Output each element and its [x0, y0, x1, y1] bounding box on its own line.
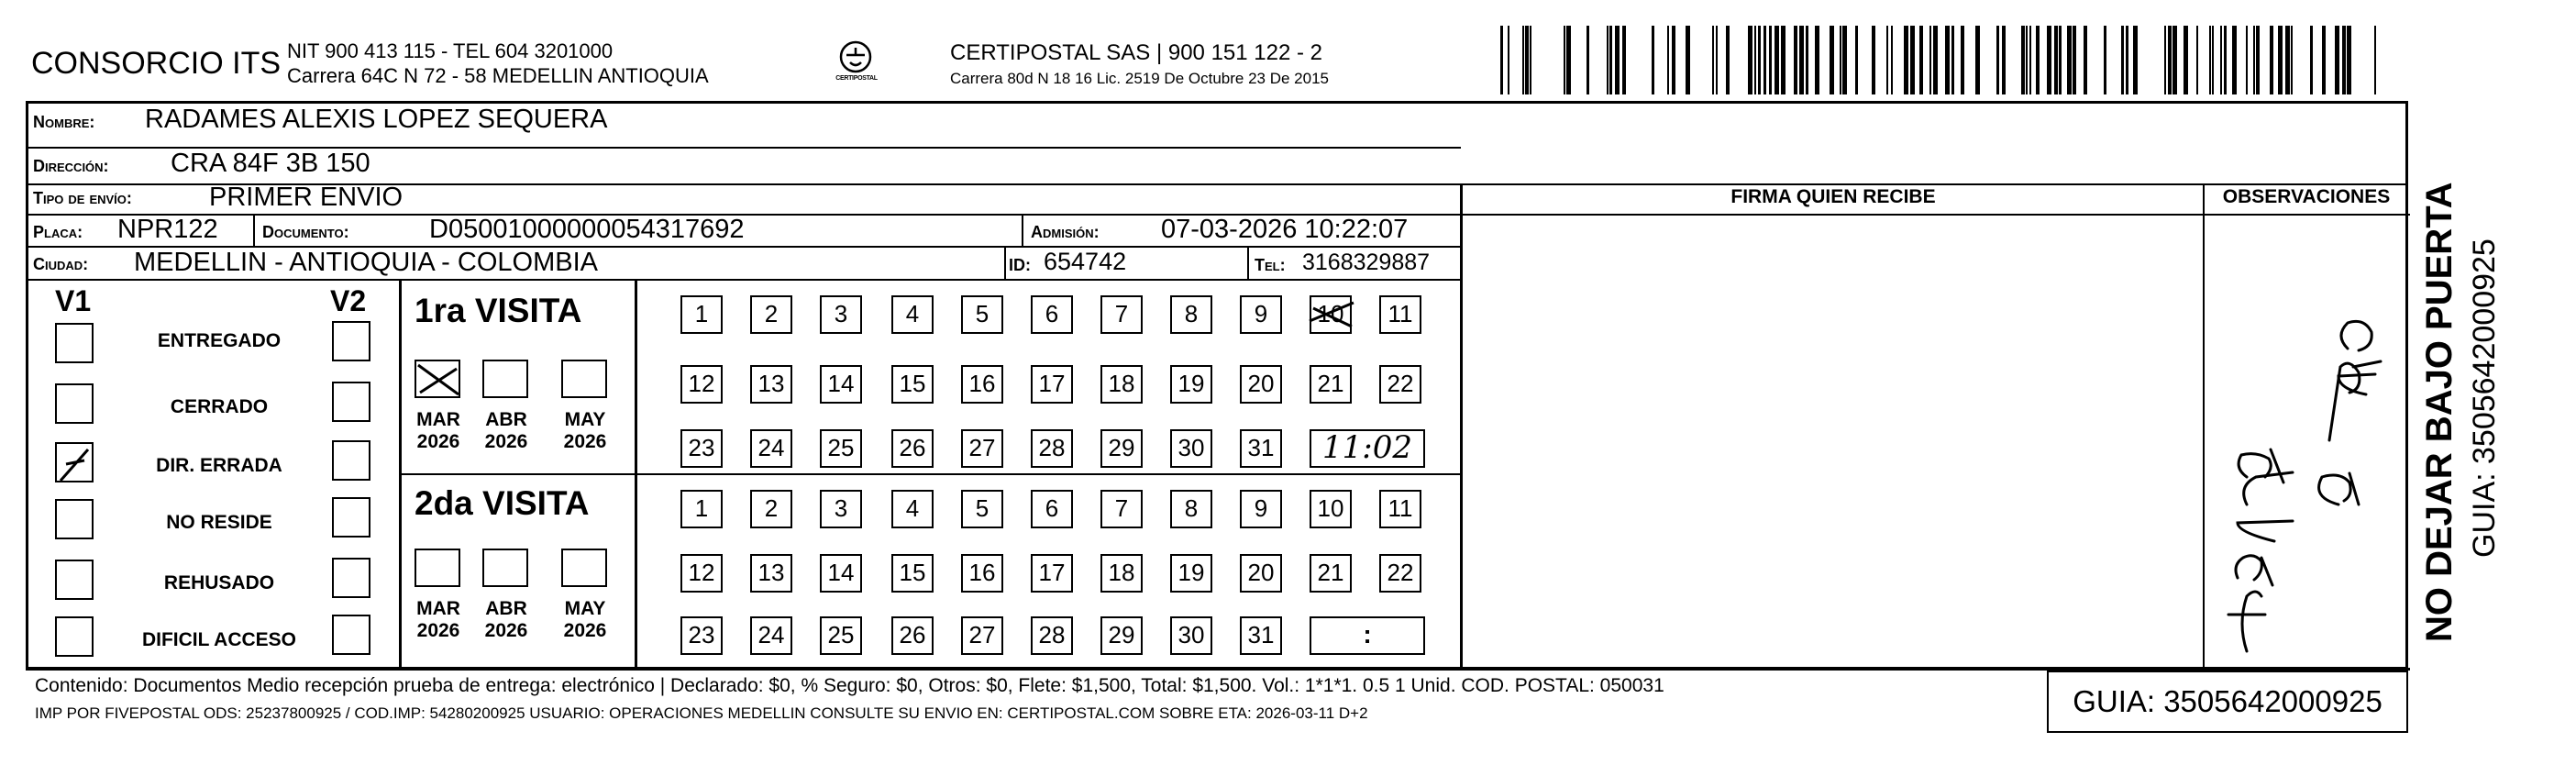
side-guia-text: GUIA: 3505642000925 — [2467, 238, 2502, 558]
company-info — [287, 39, 709, 88]
month-label — [556, 409, 614, 453]
certipostal-info — [950, 40, 1329, 92]
first-visit-month-checkbox[interactable] — [482, 360, 528, 398]
month-label — [409, 598, 468, 642]
second-visit-day-box[interactable]: 25 — [820, 616, 862, 655]
id-value: 654742 — [1044, 248, 1127, 275]
first-visit-month-checkbox[interactable] — [561, 360, 607, 398]
divider — [253, 214, 255, 246]
month-name: ABR — [485, 598, 527, 619]
second-visit-time-box[interactable]: : — [1310, 616, 1425, 655]
firma-header: FIRMA QUIEN RECIBE — [1730, 186, 1936, 207]
handwritten-observation-icon — [2210, 229, 2403, 660]
nombre-label: Nombre: — [33, 113, 95, 131]
v2-header: V2 — [330, 284, 367, 317]
status-label: NO RESIDE — [166, 512, 272, 533]
first-visit-day-box[interactable]: 7 — [1100, 295, 1143, 334]
month-label — [409, 409, 468, 453]
second-visit-day-box[interactable]: 31 — [1240, 616, 1282, 655]
documento-value: D05001000000054317692 — [429, 215, 745, 244]
first-visit-day-box[interactable]: 1 — [680, 295, 723, 334]
second-visit-day-box[interactable]: 14 — [820, 554, 862, 593]
second-visit-day-box[interactable]: 2 — [750, 490, 792, 528]
first-visit-time-box[interactable]: 11:02 — [1310, 429, 1425, 468]
second-visit-day-box[interactable]: 16 — [961, 554, 1003, 593]
v1-checkbox[interactable] — [55, 499, 94, 539]
id-label: ID: — [1009, 256, 1031, 274]
first-visit-day-box[interactable]: 9 — [1240, 295, 1282, 334]
check-mark-icon — [57, 444, 95, 484]
first-visit-day-box[interactable]: 5 — [961, 295, 1003, 334]
second-visit-day-box[interactable]: 24 — [750, 616, 792, 655]
second-visit-day-box[interactable]: 18 — [1100, 554, 1143, 593]
first-visit-day-box[interactable]: 31 — [1240, 429, 1282, 468]
divider — [399, 473, 1461, 475]
first-visit-day-box[interactable] — [1310, 295, 1352, 334]
v2-checkbox[interactable] — [332, 382, 370, 422]
first-visit-day-box[interactable]: 22 — [1379, 365, 1421, 404]
no-dejar-text: NO DEJAR BAJO PUERTA — [2419, 182, 2460, 642]
first-visit-day-box[interactable]: 17 — [1031, 365, 1073, 404]
second-visit-day-box[interactable]: 8 — [1170, 490, 1212, 528]
address-line: Carrera 64C N 72 - 58 MEDELLIN ANTIOQUIA — [287, 64, 709, 87]
month-year: 2026 — [416, 620, 460, 641]
check-mark-icon — [416, 361, 462, 400]
first-visit-day-box[interactable]: 19 — [1170, 365, 1212, 404]
month-year: 2026 — [484, 620, 528, 641]
status-label: DIFICIL ACCESO — [141, 629, 296, 650]
first-visit-day-box[interactable]: 24 — [750, 429, 792, 468]
nombre-value: RADAMES ALEXIS LOPEZ SEQUERA — [145, 105, 608, 134]
first-visit-day-box[interactable]: 20 — [1240, 365, 1282, 404]
second-visit-month-checkbox[interactable] — [561, 549, 607, 587]
license-line: Carrera 80d N 18 16 Lic. 2519 De Octubre 23 De 2015 — [950, 70, 1329, 87]
placa-label: Placa: — [33, 223, 83, 241]
admision-value: 07-03-2026 10:22:07 — [1161, 215, 1409, 244]
divider — [1004, 246, 1006, 279]
first-visit-day-box[interactable]: 3 — [820, 295, 862, 334]
v2-checkbox[interactable] — [332, 615, 370, 655]
v2-checkbox[interactable] — [332, 558, 370, 598]
first-visit-title: 1ra VISITA — [415, 292, 582, 329]
second-visit-day-box[interactable]: 23 — [680, 616, 723, 655]
second-visit-day-box[interactable]: 11 — [1379, 490, 1421, 528]
v1-checkbox[interactable] — [55, 442, 94, 482]
v2-checkbox[interactable] — [332, 321, 370, 361]
first-visit-day-box[interactable]: 11 — [1379, 295, 1421, 334]
first-visit-day-box[interactable]: 4 — [891, 295, 934, 334]
placa-value: NPR122 — [117, 215, 218, 244]
first-visit-day-box[interactable]: 6 — [1031, 295, 1073, 334]
second-visit-day-box[interactable]: 26 — [891, 616, 934, 655]
tel-label: Tel: — [1255, 256, 1286, 274]
tipo-envio-label: Tipo de envío: — [33, 189, 132, 207]
month-name: ABR — [485, 409, 527, 430]
second-visit-day-box[interactable]: 4 — [891, 490, 934, 528]
first-visit-day-box[interactable]: 30 — [1170, 429, 1212, 468]
first-visit-day-box[interactable]: 8 — [1170, 295, 1212, 334]
v2-checkbox[interactable] — [332, 440, 370, 481]
divider — [635, 279, 637, 668]
divider — [26, 279, 1461, 281]
second-visit-day-box[interactable]: 12 — [680, 554, 723, 593]
first-visit-day-box[interactable]: 23 — [680, 429, 723, 468]
month-name: MAY — [564, 598, 606, 619]
tel-value: 3168329887 — [1302, 249, 1431, 275]
first-visit-day-box[interactable]: 25 — [820, 429, 862, 468]
impresion-line: IMP POR FIVEPOSTAL ODS: 25237800925 / COD.IMP: 54280200925 USUARIO: OPERACIONES MEDELLIN CONSULTE SU ENVIO EN: CERTIPOSTAL.COM SOBRE ETA: 2026-03-11 D+2 — [35, 704, 1368, 722]
direccion-label: Dirección: — [33, 157, 109, 175]
first-visit-day-box[interactable]: 15 — [891, 365, 934, 404]
second-visit-day-box[interactable]: 29 — [1100, 616, 1143, 655]
barcode — [1500, 26, 2376, 94]
v1-checkbox[interactable] — [55, 323, 94, 363]
second-visit-day-box[interactable]: 28 — [1031, 616, 1073, 655]
ciudad-label: Ciudad: — [33, 255, 89, 273]
divider — [1460, 183, 2406, 185]
status-label: CERRADO — [170, 396, 269, 417]
nit-line: NIT 900 413 115 - TEL 604 3201000 — [287, 39, 614, 62]
observaciones-header: OBSERVACIONES — [2222, 186, 2391, 207]
first-visit-day-box[interactable]: 26 — [891, 429, 934, 468]
second-visit-day-box[interactable]: 17 — [1031, 554, 1073, 593]
month-name: MAR — [416, 409, 460, 430]
divider — [2203, 183, 2205, 668]
ciudad-value: MEDELLIN - ANTIOQUIA - COLOMBIA — [134, 248, 598, 277]
first-visit-day-box[interactable]: 12 — [680, 365, 723, 404]
certipostal-line: CERTIPOSTAL SAS | 900 151 122 - 2 — [950, 40, 1322, 65]
contenido-line: Contenido: Documentos Medio recepción prueba de entrega: electrónico | Declarado: $0, % Seguro: $0, Otros: $0, Flete: $1,500, Total: $1,500. Vol.: 1*1*1. 0.5 1 Unid. COD. POSTAL: 050031 — [35, 675, 1664, 696]
status-label: DIR. ERRADA — [156, 455, 282, 476]
second-visit-day-box[interactable]: 30 — [1170, 616, 1212, 655]
second-visit-day-box[interactable]: 10 — [1310, 490, 1352, 528]
logo-text: CERTIPOSTAL — [835, 75, 878, 82]
second-visit-day-box[interactable]: 22 — [1379, 554, 1421, 593]
month-label — [477, 409, 536, 453]
first-visit-day-box[interactable]: 27 — [961, 429, 1003, 468]
second-visit-day-box[interactable]: 1 — [680, 490, 723, 528]
divider — [2406, 101, 2408, 183]
v1-checkbox[interactable] — [55, 616, 94, 657]
v1-header: V1 — [55, 284, 92, 317]
divider — [1460, 183, 1463, 668]
v1-checkbox[interactable] — [55, 383, 94, 424]
month-year: 2026 — [563, 620, 607, 641]
second-visit-day-box[interactable]: 19 — [1170, 554, 1212, 593]
first-visit-day-box[interactable]: 2 — [750, 295, 792, 334]
second-visit-month-checkbox[interactable] — [482, 549, 528, 587]
second-visit-month-checkbox[interactable] — [415, 549, 460, 587]
month-year: 2026 — [416, 431, 460, 452]
admision-label: Admisión: — [1031, 223, 1100, 241]
second-visit-day-box[interactable]: 5 — [961, 490, 1003, 528]
second-visit-day-box[interactable]: 20 — [1240, 554, 1282, 593]
guia-number-box: GUIA: 3505642000925 — [2047, 671, 2408, 733]
second-visit-day-box[interactable]: 13 — [750, 554, 792, 593]
first-visit-day-box[interactable]: 28 — [1031, 429, 1073, 468]
month-name: MAR — [416, 598, 460, 619]
first-visit-day-box[interactable]: 18 — [1100, 365, 1143, 404]
divider — [1022, 214, 1023, 246]
tipo-envio-value: PRIMER ENVIO — [209, 183, 404, 212]
divider — [1247, 246, 1249, 279]
v1-checkbox[interactable] — [55, 560, 94, 600]
first-visit-day-box[interactable]: 14 — [820, 365, 862, 404]
first-visit-month-checkbox[interactable] — [415, 360, 460, 398]
month-year: 2026 — [484, 431, 528, 452]
company-name: CONSORCIO ITS — [31, 46, 282, 81]
first-visit-day-box[interactable]: 16 — [961, 365, 1003, 404]
second-visit-day-box[interactable]: 27 — [961, 616, 1003, 655]
first-visit-day-box[interactable]: 29 — [1100, 429, 1143, 468]
month-label — [477, 598, 536, 642]
v2-checkbox[interactable] — [332, 497, 370, 538]
month-name: MAY — [564, 409, 606, 430]
status-label: REHUSADO — [163, 572, 275, 593]
status-label: ENTREGADO — [157, 330, 282, 351]
second-visit-day-box[interactable]: 7 — [1100, 490, 1143, 528]
check-mark-icon — [1306, 294, 1361, 339]
second-visit-day-box[interactable]: 9 — [1240, 490, 1282, 528]
second-visit-day-box[interactable]: 21 — [1310, 554, 1352, 593]
second-visit-title: 2da VISITA — [415, 484, 590, 522]
divider — [399, 279, 402, 668]
second-visit-day-box[interactable]: 3 — [820, 490, 862, 528]
month-label — [556, 598, 614, 642]
first-visit-day-box[interactable]: 13 — [750, 365, 792, 404]
first-visit-day-box[interactable]: 21 — [1310, 365, 1352, 404]
day-number: 10 — [1317, 300, 1344, 327]
second-visit-day-box[interactable]: 6 — [1031, 490, 1073, 528]
month-year: 2026 — [563, 431, 607, 452]
documento-label: Documento: — [262, 223, 349, 241]
direccion-value: CRA 84F 3B 150 — [171, 149, 370, 178]
second-visit-day-box[interactable]: 15 — [891, 554, 934, 593]
